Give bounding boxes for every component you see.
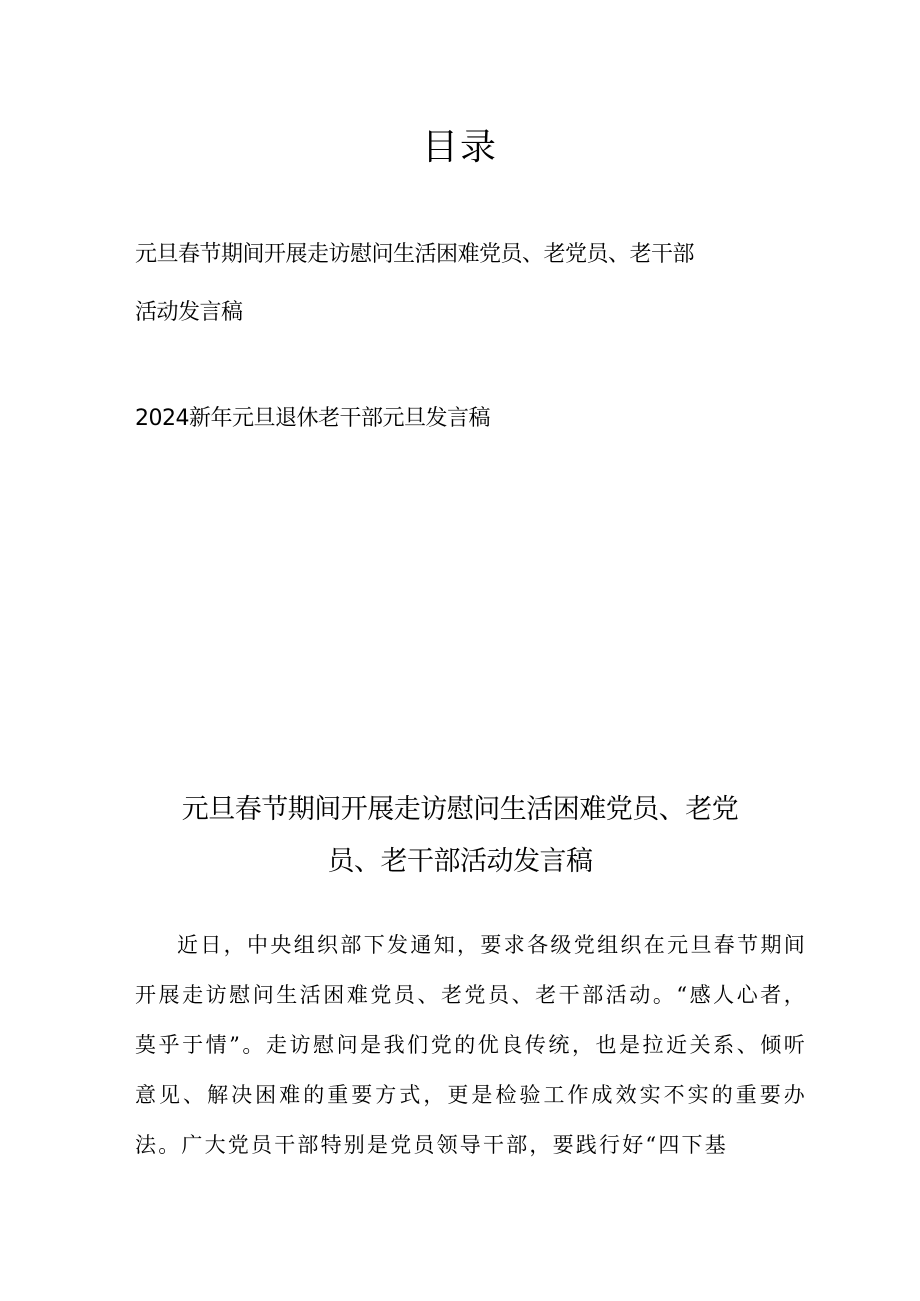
body-paragraph: 近日，中央组织部下发通知，要求各级党组织在元旦春节期间开展走访慰问生活困难党员、老党员、老干部活动。“感人心者，莫乎于情”。走访慰问是我们党的优良传统，也是拉近关系、倾听意见、解决困难的重要方式，更是检验工作成效实不实的重要办法。广大党员干部特别是党员领导干部，要践行好“四下基 [135,933,807,1157]
toc-entry-line: 元旦春节期间开展走访慰问生活困难党员、老党员、老干部 [135,242,695,267]
article-title [120,784,800,888]
toc-title: 目录 [421,127,498,168]
article-title-line: 员、老干部活动发言稿 [327,846,593,877]
toc-entry[interactable] [135,226,775,342]
toc-entry-line: 2024新年元旦退休老干部元旦发言稿 [135,406,490,431]
toc-entry-line: 活动发言稿 [135,300,243,325]
article-title-line: 元旦春节期间开展走访慰问生活困难党员、老党 [181,794,739,825]
toc-entry[interactable] [135,390,775,448]
